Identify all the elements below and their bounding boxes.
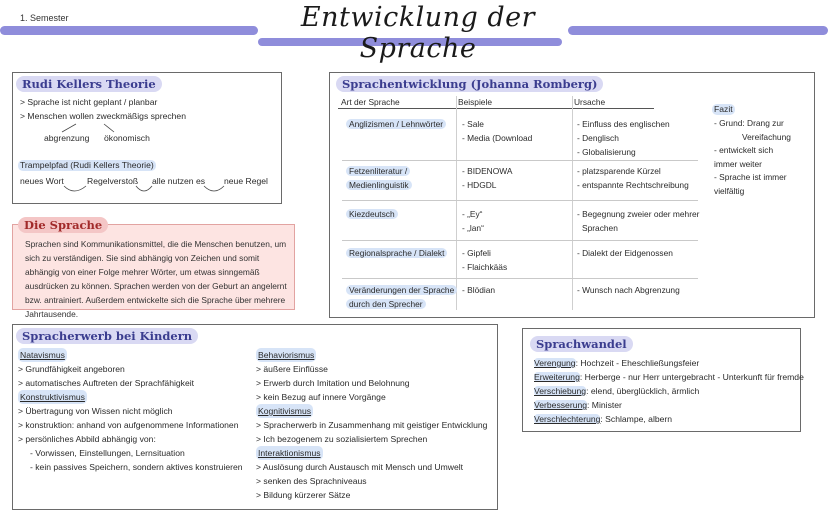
branch-line-left <box>62 124 76 132</box>
row1-art <box>346 117 446 131</box>
keller-branch-right: ökonomisch <box>104 133 150 143</box>
row5-art <box>346 283 457 311</box>
erwerb-right-item-6: > Ich bezogenem zu sozialisiertem Sprechen <box>256 434 428 444</box>
erwerb-left-head-0: Natavismus <box>20 350 65 360</box>
erwerb-left-item-4: > Übertragung von Wissen nicht möglich <box>18 406 173 416</box>
fazit-line-2: Vereifachung <box>742 131 791 142</box>
row4-beispiel-2: - Flaichkääs <box>462 262 508 272</box>
chain-arc-1 <box>64 186 86 191</box>
entwicklung-title: Sprachentwicklung (Johanna Romberg) <box>336 76 603 92</box>
header-ursache: Ursache <box>574 97 606 107</box>
sprache-title: Die Sprache <box>18 217 108 233</box>
header-beispiele: Beispiele <box>458 97 492 107</box>
row1-ursache-1: - Einfluss des englischen <box>577 119 670 129</box>
fazit-line-3: - entwickelt sich <box>714 145 774 155</box>
row2-art-line2: Medienlinguistik <box>346 180 412 190</box>
fazit-line-5: - Sprache ist immer <box>714 172 787 182</box>
erwerb-left-column <box>18 348 243 474</box>
wandel-example: : elend, überglücklich, ärmlich <box>586 386 700 396</box>
erwerb-left-item-2: > automatisches Auftreten der Sprachfähigkeit <box>18 378 195 388</box>
fazit-line-1: - Grund: Drang zur <box>714 118 784 128</box>
row2-art <box>346 164 412 192</box>
keller-point-1: > Sprache ist nicht geplant / planbar <box>20 97 158 107</box>
branch-line-right <box>104 124 114 132</box>
row1-beispiel-1: - Sale <box>462 119 484 129</box>
row3-beispiel-2: - „lan“ <box>462 223 484 233</box>
row1-beispiele <box>462 117 532 145</box>
row2-ursache-1: - platzsparende Kürzel <box>577 166 661 176</box>
wandel-item <box>534 370 804 384</box>
wandel-example: : Minister <box>587 400 622 410</box>
row3-beispiel-1: - „Ey“ <box>462 209 483 219</box>
row3-beispiele <box>462 207 484 235</box>
row4-ursache <box>577 246 673 260</box>
chain-step-1: neues Wort <box>20 176 64 186</box>
wandel-item <box>534 412 804 426</box>
row1-beispiel-2: - Media (Download <box>462 133 533 143</box>
erwerb-left-sub-7: - Vorwissen, Einstellungen, Lernsituation <box>30 448 185 458</box>
wandel-item <box>534 356 804 370</box>
sprache-box <box>12 224 295 319</box>
row4-art-line1: Regionalsprache / Dialekt <box>346 248 447 258</box>
erwerb-right-item-3: > kein Bezug auf innere Vorgänge <box>256 392 386 402</box>
chain-arc-3 <box>204 186 224 191</box>
chain-step-2: Regelverstoß <box>87 176 139 186</box>
chain-step-4: neue Regel <box>224 176 268 186</box>
row2-beispiel-2: - HDGDL <box>462 180 497 190</box>
row3-ursache <box>577 207 699 235</box>
erwerb-right-head-7: Interaktionismus <box>258 448 321 458</box>
row1-ursache-3: - Globalisierung <box>577 147 636 157</box>
erwerb-right-item-9: > senken des Sprachniveaus <box>256 476 367 486</box>
row2-ursache <box>577 164 689 192</box>
wandel-example: : Schlampe, albern <box>600 414 673 424</box>
wandel-item <box>534 384 804 398</box>
wandel-list <box>534 356 804 426</box>
erwerb-right-item-2: > Erwerb durch Imitation und Belohnung <box>256 378 410 388</box>
erwerb-left-sub-8: - kein passives Speichern, sondern aktives konstruieren <box>30 462 243 472</box>
row4-ursache-1: - Dialekt der Eidgenossen <box>577 248 673 258</box>
fazit-title: Fazit <box>714 104 733 114</box>
erwerb-right-head-4: Kognitivismus <box>258 406 312 416</box>
erwerb-right-item-5: > Spracherwerb in Zusammenhang mit geistiger Entwicklung <box>256 420 488 430</box>
sprache-text: Sprachen sind Kommunikationsmittel, die die Menschen benutzen, um sich zu verständigen. Sie sind abhängig von Zeichen und somit abhängig von einer Folge mehrer Wörter, um etwas sinngemäß ausdrücken zu können. Sprachen werden von der Geburt an angelernt bzw. antrainiert. Außerdem entwickelte sich die Sprache über mehrere Jahrtausende. <box>25 239 287 319</box>
fazit-list <box>714 117 791 198</box>
row1-ursache <box>577 117 670 159</box>
erwerb-title: Spracherwerb bei Kindern <box>16 328 198 344</box>
row3-art-line1: Kiezdeutsch <box>346 209 398 219</box>
semester-label: 1. Semester <box>20 13 69 23</box>
wandel-term: Verschlechterung <box>534 414 601 424</box>
row3-ursache-2: Sprachen <box>582 223 618 233</box>
table-header-line <box>338 108 654 109</box>
row5-beispiele <box>462 283 495 297</box>
wandel-term: Verbesserung <box>534 400 588 410</box>
row4-beispiel-1: - Gipfeli <box>462 248 491 258</box>
wandel-item <box>534 398 804 412</box>
row2-ursache-2: - entspannte Rechtschreibung <box>577 180 689 190</box>
erwerb-left-item-6: > persönliches Abbild abhängig von: <box>18 434 156 444</box>
row2-art-line1: Fetzenliteratur / <box>346 166 410 176</box>
row1-art-line1: Anglizismen / Lehnwörter <box>346 119 446 129</box>
wandel-title: Sprachwandel <box>530 336 633 352</box>
row-divider-1 <box>342 160 698 161</box>
row2-beispiele <box>462 164 512 192</box>
erwerb-right-column <box>256 348 487 502</box>
chain-arc-2 <box>136 186 152 191</box>
fazit-line-6: vielfältig <box>714 185 745 196</box>
wandel-example: : Hochzeit - Eheschließungsfeier <box>575 358 700 368</box>
row4-beispiele <box>462 246 507 274</box>
row5-ursache <box>577 283 680 297</box>
row-divider-4 <box>342 278 698 279</box>
keller-title: Rudi Kellers Theorie <box>16 76 162 92</box>
erwerb-right-item-8: > Auslösung durch Austausch mit Mensch und Umwelt <box>256 462 464 472</box>
erwerb-right-item-10: > Bildung kürzerer Sätze <box>256 490 351 500</box>
row5-beispiel-1: - Blödian <box>462 285 496 295</box>
row1-ursache-2: - Denglisch <box>577 133 619 143</box>
wandel-example: : Herberge - nur Herr untergebracht - Unterkunft für fremde <box>579 372 804 382</box>
wandel-term: Verengung <box>534 358 576 368</box>
keller-branch-left: abgrenzung <box>44 133 90 143</box>
fazit-line-4: immer weiter <box>714 158 762 169</box>
row5-ursache-1: - Wunsch nach Abgrenzung <box>577 285 680 295</box>
trampelpfad-title: Trampelpfad (Rudi Kellers Theorie) <box>20 160 154 170</box>
row5-art-line1: Veränderungen der Sprache <box>346 285 457 295</box>
header-art: Art der Sprache <box>341 97 400 107</box>
erwerb-right-item-1: > äußere Einflüsse <box>256 364 328 374</box>
row2-beispiel-1: - BIDENOWA <box>462 166 513 176</box>
erwerb-left-head-3: Konstruktivismus <box>20 392 85 402</box>
chain-step-3: alle nutzen es <box>152 176 206 186</box>
row3-art <box>346 207 398 221</box>
row4-art <box>346 246 447 260</box>
keller-point-2: > Menschen wollen zweckmäßigs sprechen <box>20 111 186 121</box>
row-divider-3 <box>342 240 698 241</box>
row5-art-line2: durch den Sprecher <box>346 299 426 309</box>
erwerb-left-item-1: > Grundfähigkeit angeboren <box>18 364 125 374</box>
wandel-term: Verschiebung <box>534 386 587 396</box>
erwerb-left-item-5: > konstruktion: anhand von aufgenommene Informationen <box>18 420 239 430</box>
row-divider-2 <box>342 200 698 201</box>
wandel-term: Erweiterung <box>534 372 580 382</box>
row3-ursache-1: - Begegnung zweier oder mehrer <box>577 209 700 219</box>
page-title: Entwicklung der Sprache <box>300 2 536 64</box>
erwerb-right-head-0: Behaviorismus <box>258 350 315 360</box>
